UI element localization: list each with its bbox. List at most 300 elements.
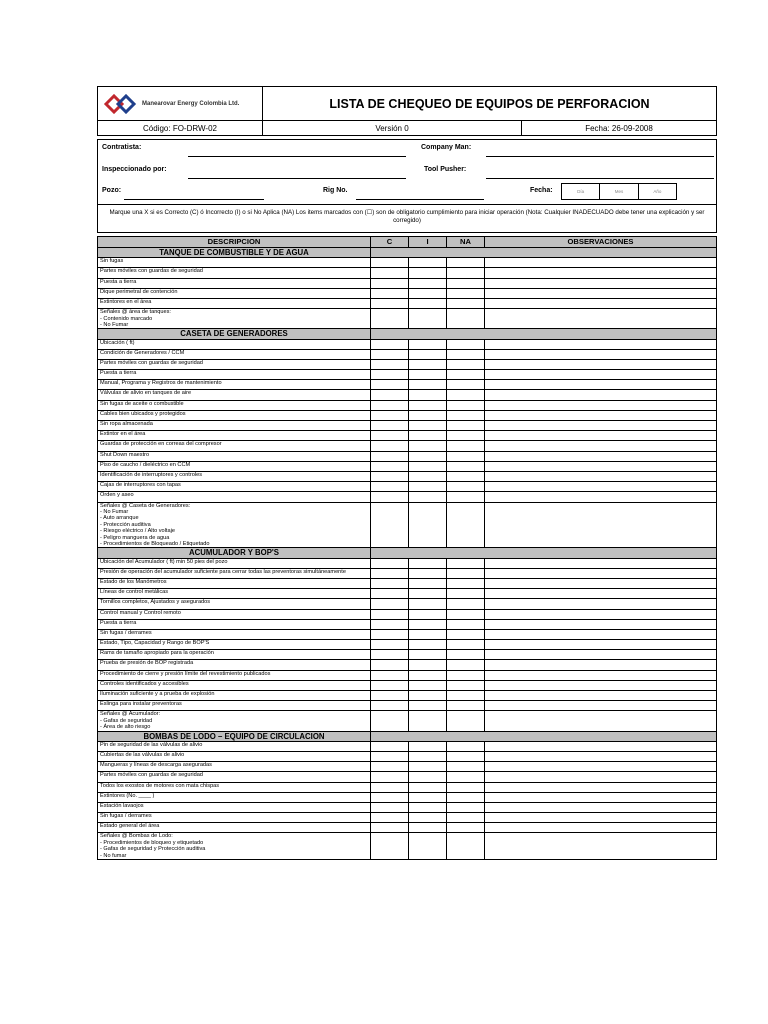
observation-cell[interactable]	[485, 823, 717, 833]
observation-cell[interactable]	[485, 482, 717, 492]
observation-cell[interactable]	[485, 741, 717, 751]
check-incorrect[interactable]	[409, 298, 447, 308]
check-correct[interactable]	[371, 268, 409, 278]
item-description: Todos los exostos de motores con mata chispas	[98, 782, 371, 792]
check-not-applicable[interactable]	[447, 471, 485, 481]
observation-cell[interactable]	[485, 339, 717, 349]
check-correct[interactable]	[371, 823, 409, 833]
observation-cell[interactable]	[485, 461, 717, 471]
checklist-row	[98, 751, 717, 761]
check-incorrect[interactable]	[409, 599, 447, 609]
check-not-applicable[interactable]	[447, 589, 485, 599]
item-description: Válvulas de alivio en tanques de aire	[98, 390, 371, 400]
check-incorrect[interactable]	[409, 568, 447, 578]
pozo-field[interactable]	[124, 199, 264, 200]
check-not-applicable[interactable]	[447, 288, 485, 298]
check-not-applicable[interactable]	[447, 792, 485, 802]
pozo-label: Pozo:	[102, 187, 122, 194]
check-correct[interactable]	[371, 359, 409, 369]
check-incorrect[interactable]	[409, 258, 447, 268]
checklist-row	[98, 823, 717, 833]
company-name: Manearovar Energy Colombia Ltd.	[142, 100, 240, 107]
checklist-row	[98, 792, 717, 802]
checklist-row	[98, 568, 717, 578]
check-incorrect[interactable]	[409, 400, 447, 410]
check-not-applicable[interactable]	[447, 802, 485, 812]
check-not-applicable[interactable]	[447, 298, 485, 308]
check-not-applicable[interactable]	[447, 772, 485, 782]
check-not-applicable[interactable]	[447, 751, 485, 761]
item-description: Presión de operación del acumulador suficiente para cerrar todas las preventoras simultáneamente	[98, 568, 371, 578]
check-not-applicable[interactable]	[447, 650, 485, 660]
check-not-applicable[interactable]	[447, 762, 485, 772]
checklist-row	[98, 589, 717, 599]
item-description: Sin ropa almacenada	[98, 421, 371, 431]
check-not-applicable[interactable]	[447, 640, 485, 650]
check-incorrect[interactable]	[409, 802, 447, 812]
check-correct[interactable]	[371, 711, 409, 731]
check-incorrect[interactable]	[409, 823, 447, 833]
check-incorrect[interactable]	[409, 741, 447, 751]
check-correct[interactable]	[371, 680, 409, 690]
checklist-row	[98, 701, 717, 711]
check-correct[interactable]	[371, 410, 409, 420]
check-not-applicable[interactable]	[447, 578, 485, 588]
check-correct[interactable]	[371, 650, 409, 660]
check-incorrect[interactable]	[409, 461, 447, 471]
year-box[interactable]: Año	[653, 189, 662, 194]
company-man-field[interactable]	[486, 156, 714, 157]
observation-cell[interactable]	[485, 609, 717, 619]
item-description: Estado de los Manómetros	[98, 578, 371, 588]
check-incorrect[interactable]	[409, 701, 447, 711]
observation-cell[interactable]	[485, 349, 717, 359]
item-description: Orden y aseo	[98, 492, 371, 502]
check-not-applicable[interactable]	[447, 278, 485, 288]
section-title: TANQUE DE COMBUSTIBLE Y DE AGUA	[98, 248, 371, 258]
check-incorrect[interactable]	[409, 792, 447, 802]
check-incorrect[interactable]	[409, 691, 447, 701]
checklist-row	[98, 370, 717, 380]
observation-cell[interactable]	[485, 359, 717, 369]
col-description: DESCRIPCION	[98, 237, 371, 248]
rig-label: Rig No.	[323, 187, 348, 194]
item-description: Estado general del área	[98, 823, 371, 833]
observation-cell[interactable]	[485, 691, 717, 701]
check-incorrect[interactable]	[409, 268, 447, 278]
item-description: Partes móviles con guardas de seguridad	[98, 268, 371, 278]
check-correct[interactable]	[371, 568, 409, 578]
day-box[interactable]: Día	[562, 184, 600, 199]
check-not-applicable[interactable]	[447, 609, 485, 619]
checklist-row	[98, 309, 717, 329]
item-description: Señales @ Caseta de Generadores: - No Fumar - Auto arranque - Protección auditiva - Riesgo eléctrico / Alto voltaje - Peligro manguera de agua - Procedimientos de Bloqueado / Etiquetado	[98, 502, 371, 548]
check-correct[interactable]	[371, 451, 409, 461]
check-correct[interactable]	[371, 431, 409, 441]
company-man-label: Company Man:	[421, 144, 472, 151]
check-correct[interactable]	[371, 751, 409, 761]
check-correct[interactable]	[371, 802, 409, 812]
checklist-row	[98, 431, 717, 441]
check-correct[interactable]	[371, 599, 409, 609]
observation-cell[interactable]	[485, 833, 717, 860]
check-not-applicable[interactable]	[447, 701, 485, 711]
check-correct[interactable]	[371, 589, 409, 599]
check-correct[interactable]	[371, 421, 409, 431]
check-correct[interactable]	[371, 492, 409, 502]
contratista-field[interactable]	[188, 156, 406, 157]
check-correct[interactable]	[371, 380, 409, 390]
check-incorrect[interactable]	[409, 380, 447, 390]
check-correct[interactable]	[371, 640, 409, 650]
checklist-sheet	[97, 86, 717, 860]
month-box[interactable]: Mes	[600, 184, 638, 199]
checklist-row	[98, 390, 717, 400]
section-title: CASETA DE GENERADORES	[98, 329, 371, 339]
check-correct[interactable]	[371, 792, 409, 802]
checklist-row	[98, 640, 717, 650]
item-description: Control manual y Control remoto	[98, 609, 371, 619]
observation-cell[interactable]	[485, 589, 717, 599]
observation-cell[interactable]	[485, 492, 717, 502]
check-not-applicable[interactable]	[447, 813, 485, 823]
observation-cell[interactable]	[485, 471, 717, 481]
check-incorrect[interactable]	[409, 421, 447, 431]
observation-cell[interactable]	[485, 711, 717, 731]
checklist-row	[98, 660, 717, 670]
check-not-applicable[interactable]	[447, 339, 485, 349]
check-correct[interactable]	[371, 629, 409, 639]
check-not-applicable[interactable]	[447, 711, 485, 731]
observation-cell[interactable]	[485, 568, 717, 578]
check-incorrect[interactable]	[409, 278, 447, 288]
col-not-applicable: NA	[447, 237, 485, 248]
check-not-applicable[interactable]	[447, 390, 485, 400]
observation-cell[interactable]	[485, 772, 717, 782]
rig-field[interactable]	[356, 199, 484, 200]
observation-cell[interactable]	[485, 660, 717, 670]
check-correct[interactable]	[371, 578, 409, 588]
check-incorrect[interactable]	[409, 492, 447, 502]
observation-cell[interactable]	[485, 650, 717, 660]
observation-cell[interactable]	[485, 680, 717, 690]
item-description: Ubicación ( ft)	[98, 339, 371, 349]
item-description: Extintor en el área	[98, 431, 371, 441]
observation-cell[interactable]	[485, 451, 717, 461]
item-description: Partes móviles con guardas de seguridad	[98, 359, 371, 369]
check-not-applicable[interactable]	[447, 680, 485, 690]
observation-cell[interactable]	[485, 578, 717, 588]
item-description: Puesta a tierra	[98, 278, 371, 288]
check-incorrect[interactable]	[409, 772, 447, 782]
check-incorrect[interactable]	[409, 609, 447, 619]
check-not-applicable[interactable]	[447, 599, 485, 609]
check-not-applicable[interactable]	[447, 568, 485, 578]
check-correct[interactable]	[371, 691, 409, 701]
item-description: Partes móviles con guardas de seguridad	[98, 772, 371, 782]
observation-cell[interactable]	[485, 400, 717, 410]
item-description: Identificación de interruptores y controles	[98, 471, 371, 481]
section-header	[98, 248, 717, 258]
check-correct[interactable]	[371, 502, 409, 548]
check-incorrect[interactable]	[409, 711, 447, 731]
observation-cell[interactable]	[485, 599, 717, 609]
section-header-fill	[371, 731, 717, 741]
checklist-row	[98, 258, 717, 268]
check-correct[interactable]	[371, 701, 409, 711]
section-title: ACUMULADOR Y BOP'S	[98, 548, 371, 558]
checklist-row	[98, 813, 717, 823]
observation-cell[interactable]	[485, 390, 717, 400]
col-observations: OBSERVACIONES	[485, 237, 717, 248]
tool-pusher-field[interactable]	[486, 178, 714, 179]
check-correct[interactable]	[371, 441, 409, 451]
checklist-row	[98, 772, 717, 782]
checklist-row	[98, 471, 717, 481]
check-not-applicable[interactable]	[447, 410, 485, 420]
col-incorrect: I	[409, 237, 447, 248]
checklist-row	[98, 339, 717, 349]
item-description: Líneas de control metálicas	[98, 589, 371, 599]
checklist-row	[98, 558, 717, 568]
item-description: Tornillos completos, Ajustados y asegurados	[98, 599, 371, 609]
check-correct[interactable]	[371, 471, 409, 481]
checklist-row	[98, 461, 717, 471]
check-incorrect[interactable]	[409, 589, 447, 599]
checklist-row	[98, 691, 717, 701]
observation-cell[interactable]	[485, 380, 717, 390]
check-not-applicable[interactable]	[447, 461, 485, 471]
observation-cell[interactable]	[485, 410, 717, 420]
check-not-applicable[interactable]	[447, 782, 485, 792]
check-correct[interactable]	[371, 400, 409, 410]
check-correct[interactable]	[371, 298, 409, 308]
observation-cell[interactable]	[485, 441, 717, 451]
check-not-applicable[interactable]	[447, 823, 485, 833]
check-incorrect[interactable]	[409, 680, 447, 690]
check-correct[interactable]	[371, 309, 409, 329]
observation-cell[interactable]	[485, 309, 717, 329]
check-incorrect[interactable]	[409, 309, 447, 329]
observation-cell[interactable]	[485, 619, 717, 629]
check-not-applicable[interactable]	[447, 741, 485, 751]
check-incorrect[interactable]	[409, 502, 447, 548]
item-description: Puesta a tierra	[98, 619, 371, 629]
checklist-row	[98, 609, 717, 619]
check-not-applicable[interactable]	[447, 359, 485, 369]
observation-cell[interactable]	[485, 670, 717, 680]
document-version: Versión 0	[263, 121, 522, 135]
check-not-applicable[interactable]	[447, 502, 485, 548]
section-header-fill	[371, 248, 717, 258]
observation-cell[interactable]	[485, 502, 717, 548]
observation-cell[interactable]	[485, 751, 717, 761]
check-correct[interactable]	[371, 482, 409, 492]
check-not-applicable[interactable]	[447, 691, 485, 701]
check-correct[interactable]	[371, 619, 409, 629]
inspeccionado-label: Inspeccionado por:	[102, 166, 167, 173]
check-incorrect[interactable]	[409, 640, 447, 650]
check-incorrect[interactable]	[409, 813, 447, 823]
check-incorrect[interactable]	[409, 660, 447, 670]
observation-cell[interactable]	[485, 421, 717, 431]
checklist-row	[98, 482, 717, 492]
check-incorrect[interactable]	[409, 629, 447, 639]
check-incorrect[interactable]	[409, 359, 447, 369]
check-incorrect[interactable]	[409, 670, 447, 680]
check-incorrect[interactable]	[409, 390, 447, 400]
check-incorrect[interactable]	[409, 288, 447, 298]
item-description: Cubiertas de las válvulas de alivio	[98, 751, 371, 761]
item-description: Manual, Programa y Registros de mantenimiento	[98, 380, 371, 390]
observation-cell[interactable]	[485, 792, 717, 802]
check-not-applicable[interactable]	[447, 833, 485, 860]
check-incorrect[interactable]	[409, 762, 447, 772]
checklist-row	[98, 762, 717, 772]
checklist-row	[98, 680, 717, 690]
checklist-row	[98, 711, 717, 731]
check-not-applicable[interactable]	[447, 558, 485, 568]
observation-cell[interactable]	[485, 431, 717, 441]
check-incorrect[interactable]	[409, 578, 447, 588]
check-not-applicable[interactable]	[447, 400, 485, 410]
company-logo	[98, 87, 263, 120]
observation-cell[interactable]	[485, 762, 717, 772]
check-correct[interactable]	[371, 278, 409, 288]
observation-cell[interactable]	[485, 288, 717, 298]
item-description: Señales @ Acumulador: - Gafas de seguridad - Área de alto riesgo	[98, 711, 371, 731]
check-correct[interactable]	[371, 762, 409, 772]
checklist-row	[98, 782, 717, 792]
observation-cell[interactable]	[485, 278, 717, 288]
section-header-fill	[371, 329, 717, 339]
check-not-applicable[interactable]	[447, 492, 485, 502]
check-correct[interactable]	[371, 258, 409, 268]
check-correct[interactable]	[371, 813, 409, 823]
check-correct[interactable]	[371, 660, 409, 670]
check-incorrect[interactable]	[409, 471, 447, 481]
check-correct[interactable]	[371, 370, 409, 380]
observation-cell[interactable]	[485, 701, 717, 711]
check-correct[interactable]	[371, 782, 409, 792]
check-correct[interactable]	[371, 609, 409, 619]
check-incorrect[interactable]	[409, 833, 447, 860]
check-incorrect[interactable]	[409, 410, 447, 420]
observation-cell[interactable]	[485, 813, 717, 823]
check-correct[interactable]	[371, 461, 409, 471]
item-description: Sin fugas / derrames	[98, 813, 371, 823]
check-incorrect[interactable]	[409, 650, 447, 660]
check-incorrect[interactable]	[409, 441, 447, 451]
check-not-applicable[interactable]	[447, 482, 485, 492]
section-header-fill	[371, 548, 717, 558]
observation-cell[interactable]	[485, 802, 717, 812]
check-incorrect[interactable]	[409, 451, 447, 461]
checklist-row	[98, 410, 717, 420]
observation-cell[interactable]	[485, 268, 717, 278]
check-incorrect[interactable]	[409, 339, 447, 349]
check-incorrect[interactable]	[409, 619, 447, 629]
check-not-applicable[interactable]	[447, 670, 485, 680]
company-logo-icon	[104, 94, 138, 114]
check-not-applicable[interactable]	[447, 268, 485, 278]
check-incorrect[interactable]	[409, 482, 447, 492]
item-description: Cajas de interruptores con tapas	[98, 482, 371, 492]
check-correct[interactable]	[371, 349, 409, 359]
item-description: Sin fugas	[98, 258, 371, 268]
observation-cell[interactable]	[485, 370, 717, 380]
col-correct: C	[371, 237, 409, 248]
check-not-applicable[interactable]	[447, 258, 485, 268]
inspeccionado-field[interactable]	[188, 178, 406, 179]
date-field[interactable]	[561, 183, 677, 200]
check-not-applicable[interactable]	[447, 441, 485, 451]
check-correct[interactable]	[371, 390, 409, 400]
item-description: Mangueras y líneas de descarga aseguradas	[98, 762, 371, 772]
check-not-applicable[interactable]	[447, 660, 485, 670]
check-incorrect[interactable]	[409, 349, 447, 359]
observation-cell[interactable]	[485, 782, 717, 792]
check-not-applicable[interactable]	[447, 431, 485, 441]
check-not-applicable[interactable]	[447, 380, 485, 390]
checklist-row	[98, 492, 717, 502]
check-correct[interactable]	[371, 772, 409, 782]
document-title: LISTA DE CHEQUEO DE EQUIPOS DE PERFORACION	[329, 96, 650, 111]
item-description: Iluminación suficiente y a prueba de explosión	[98, 691, 371, 701]
item-description: Ubicación del Acumulador ( ft) min 50 pies del pozo	[98, 558, 371, 568]
check-incorrect[interactable]	[409, 782, 447, 792]
check-not-applicable[interactable]	[447, 629, 485, 639]
item-description: Extintores (No. ____ )	[98, 792, 371, 802]
document-header	[97, 86, 717, 121]
check-not-applicable[interactable]	[447, 619, 485, 629]
item-description: Puesta a tierra	[98, 370, 371, 380]
item-description: Prueba de presión de BOP registrada	[98, 660, 371, 670]
observation-cell[interactable]	[485, 558, 717, 568]
item-description: Shut Down maestro	[98, 451, 371, 461]
observation-cell[interactable]	[485, 629, 717, 639]
check-correct[interactable]	[371, 670, 409, 680]
item-description: Extintores en el área	[98, 298, 371, 308]
observation-cell[interactable]	[485, 298, 717, 308]
observation-cell[interactable]	[485, 258, 717, 268]
check-correct[interactable]	[371, 558, 409, 568]
check-incorrect[interactable]	[409, 431, 447, 441]
checklist-row	[98, 502, 717, 548]
observation-cell[interactable]	[485, 640, 717, 650]
check-not-applicable[interactable]	[447, 370, 485, 380]
check-correct[interactable]	[371, 288, 409, 298]
check-not-applicable[interactable]	[447, 349, 485, 359]
check-incorrect[interactable]	[409, 558, 447, 568]
check-correct[interactable]	[371, 833, 409, 860]
checklist-row	[98, 441, 717, 451]
column-header-row	[98, 237, 717, 248]
check-incorrect[interactable]	[409, 370, 447, 380]
checklist-row	[98, 578, 717, 588]
checklist-table	[97, 236, 717, 860]
check-correct[interactable]	[371, 741, 409, 751]
check-not-applicable[interactable]	[447, 451, 485, 461]
checklist-row	[98, 619, 717, 629]
check-not-applicable[interactable]	[447, 421, 485, 431]
item-description: Controles identificados y accesibles	[98, 680, 371, 690]
check-correct[interactable]	[371, 339, 409, 349]
check-not-applicable[interactable]	[447, 309, 485, 329]
item-description: Señales @ área de tanques: - Contenido marcado - No Fumar	[98, 309, 371, 329]
section-header	[98, 329, 717, 339]
check-incorrect[interactable]	[409, 751, 447, 761]
